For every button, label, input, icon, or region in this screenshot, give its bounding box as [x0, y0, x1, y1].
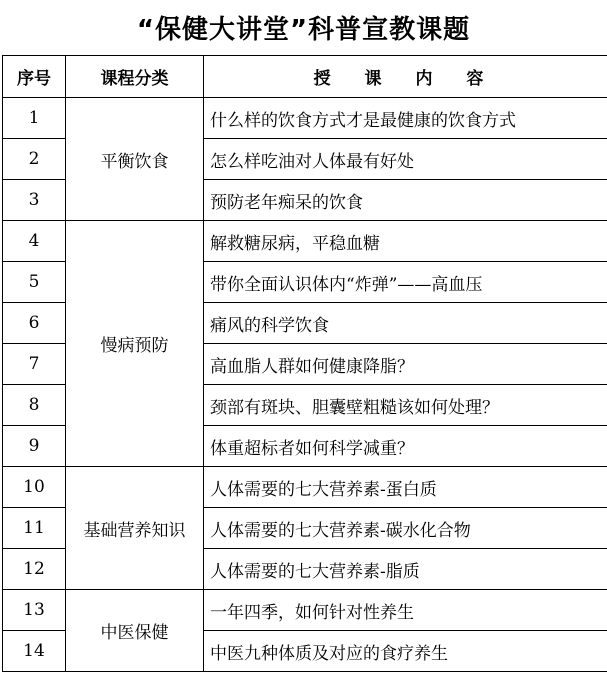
row-number: 6 — [3, 303, 66, 344]
table-row — [3, 221, 607, 262]
header-category: 课程分类 — [66, 56, 204, 98]
table-row — [3, 590, 607, 631]
row-content: 人体需要的七大营养素-蛋白质 — [204, 467, 607, 508]
row-number: 7 — [3, 344, 66, 385]
row-content: 带你全面认识体内“炸弹”——高血压 — [204, 262, 607, 303]
header-content: 授 课 内 容 — [204, 56, 607, 98]
row-content: 解救糖尿病，平稳血糖 — [204, 221, 607, 262]
course-table — [2, 55, 607, 672]
row-content: 一年四季，如何针对性养生 — [204, 590, 607, 631]
row-number: 5 — [3, 262, 66, 303]
category-cell: 基础营养知识 — [66, 467, 204, 590]
row-number: 9 — [3, 426, 66, 467]
row-content: 什么样的饮食方式才是最健康的饮食方式 — [204, 98, 607, 139]
row-number: 12 — [3, 549, 66, 590]
row-content: 痛风的科学饮食 — [204, 303, 607, 344]
table-header-row — [3, 56, 607, 98]
page-title: “保健大讲堂”科普宣教课题 — [136, 15, 471, 45]
row-content: 怎么样吃油对人体最有好处 — [204, 139, 607, 180]
row-content: 中医九种体质及对应的食疗养生 — [204, 631, 607, 672]
row-content: 预防老年痴呆的饮食 — [204, 180, 607, 221]
header-number: 序号 — [3, 56, 66, 98]
table-row — [3, 98, 607, 139]
category-cell: 平衡饮食 — [66, 98, 204, 221]
category-cell: 中医保健 — [66, 590, 204, 672]
category-cell: 慢病预防 — [66, 221, 204, 467]
row-number: 11 — [3, 508, 66, 549]
row-number: 10 — [3, 467, 66, 508]
row-number: 13 — [3, 590, 66, 631]
row-content: 人体需要的七大营养素-脂质 — [204, 549, 607, 590]
row-content: 颈部有斑块、胆囊壁粗糙该如何处理？ — [204, 385, 607, 426]
row-number: 2 — [3, 139, 66, 180]
row-content: 高血脂人群如何健康降脂？ — [204, 344, 607, 385]
row-number: 3 — [3, 180, 66, 221]
table-row — [3, 467, 607, 508]
row-content: 人体需要的七大营养素-碳水化合物 — [204, 508, 607, 549]
row-number: 8 — [3, 385, 66, 426]
row-content: 体重超标者如何科学减重？ — [204, 426, 607, 467]
row-number: 14 — [3, 631, 66, 672]
row-number: 4 — [3, 221, 66, 262]
row-number: 1 — [3, 98, 66, 139]
